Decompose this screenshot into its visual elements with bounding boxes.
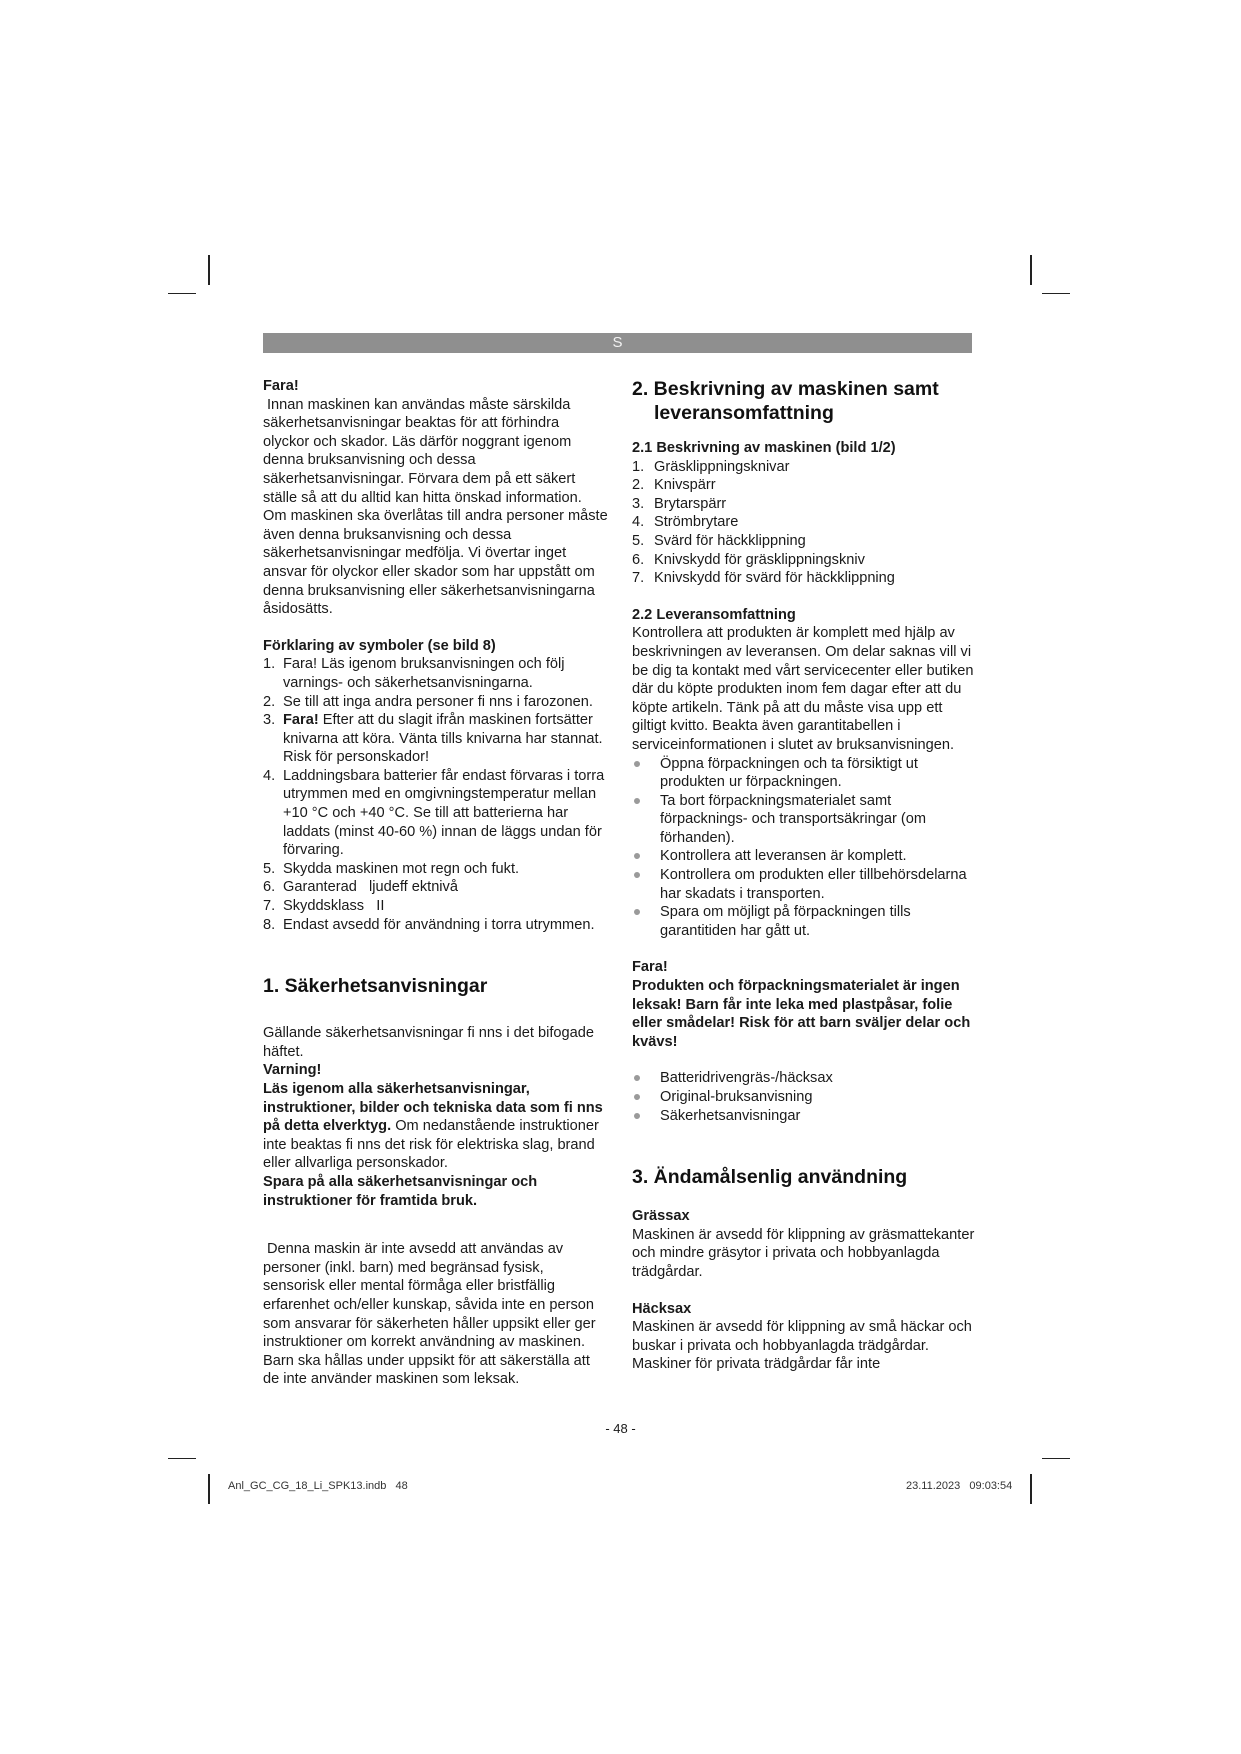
- danger-title-2: Fara!: [632, 959, 668, 976]
- section-1-heading: 1. Säkerhetsanvisningar: [263, 975, 488, 998]
- list-item: 1. Fara! Läs igenom bruksanvisningen och följ varnings- och säkerhetsanvisningarna.: [263, 656, 565, 691]
- list-item: 3. Fara! Efter att du slagit ifrån maskinen fortsätter knivarna att köra. Vänta tills knivarna har stannat. Risk för personskador!: [263, 712, 603, 766]
- list-item: Batteridrivengräs-/häcksax: [632, 1069, 977, 1088]
- bullet-icon: [634, 1075, 640, 1081]
- list-item: 2. Knivspärr: [632, 477, 716, 494]
- danger-text-2: Produkten och förpackningsmaterialet är ingen leksak! Barn får inte leka med plastpåsar, folie eller smådelar! Risk för att barn sväljer delar och kvävs!: [632, 978, 971, 1050]
- list-item: 6. Garanterad ljudeff ektnivå: [263, 879, 458, 896]
- list-item: 2. Se till att inga andra personer fi nns i farozonen.: [263, 693, 593, 710]
- danger-text: Innan maskinen kan användas måste särskilda säkerhetsanvisningar beaktas för att förhindra olyckor och skador. Läs därför noggrant igenom denna bruksanvisning och dessa säkerhetsanvisningar. Förvara dem på ett säkert ställe så att du alltid kan hitta önskad information. Om maskinen ska överlåtas till andra personer måste även denna bruksanvisning och dessa säkerhetsanvisningar medfölja. Vi övertar inget ansvar för olyckor eller skador som har uppstått om denna bruksanvisning eller säkerhetsanvisningarna åsidosätts.: [263, 396, 608, 618]
- list-item: 3. Brytarspärr: [632, 495, 727, 512]
- warning-title: Varning!: [263, 1062, 322, 1079]
- bullet-icon: [634, 761, 640, 767]
- bullet-icon: [634, 1094, 640, 1100]
- list-item: Öppna förpackningen och ta försiktigt ut produkten ur förpackningen.: [632, 755, 977, 792]
- bullet-icon: [634, 872, 640, 878]
- crop-mark: [1030, 255, 1032, 285]
- language-tab-bar: [263, 333, 972, 353]
- file-info: Anl_GC_CG_18_Li_SPK13.indb 48: [228, 1480, 408, 1492]
- print-timestamp: 23.11.2023 09:03:54: [906, 1480, 1013, 1492]
- symbols-title: Förklaring av symboler (se bild 8): [263, 637, 496, 654]
- hedge-title: Häcksax: [632, 1300, 692, 1317]
- warning-text: Läs igenom alla säkerhetsanvisningar, instruktioner, bilder och tekniska data som fi nns på detta elverktyg. Om nedanstående instruktioner inte beaktas fi nns det risk för elektriska slag, brand eller allvarliga personskador.: [263, 1081, 603, 1172]
- list-item: Kontrollera om produkten eller tillbehörsdelarna har skadats i transporten.: [632, 866, 977, 903]
- danger-title: Fara!: [263, 378, 299, 394]
- list-item: 6. Knivskydd för gräsklippningskniv: [632, 551, 865, 568]
- list-item: Original-bruksanvisning: [632, 1088, 977, 1107]
- symbols-list: [263, 655, 609, 934]
- list-item: Kontrollera att leveransen är komplett.: [632, 847, 977, 866]
- list-item: 7. Knivskydd för svärd för häckklippning: [632, 570, 895, 587]
- crop-mark: [1030, 1474, 1032, 1504]
- list-item: 5. Skydda maskinen mot regn och fukt.: [263, 860, 520, 877]
- bullet-icon: [634, 798, 640, 804]
- crop-mark: [208, 255, 210, 285]
- section-2-heading: 2. Beskrivning av maskinen samt leveransomfattning: [632, 378, 939, 424]
- section-3-heading: 3. Ändamålsenlig användning: [632, 1166, 908, 1189]
- left-column: [263, 377, 609, 1389]
- crop-mark: [168, 1458, 196, 1459]
- keep-instructions-text: Spara på alla säkerhetsanvisningar och instruktioner för framtida bruk.: [263, 1173, 538, 1209]
- grass-text: Maskinen är avsedd för klippning av gräsmattekanter och mindre gräsytor i privata och hobbyanlagda trädgårdar.: [632, 1226, 975, 1280]
- section-1-intro: Gällande säkerhetsanvisningar fi nns i det bifogade häftet.: [263, 1025, 595, 1060]
- list-item: Spara om möjligt på förpackningen tills garantitiden har gått ut.: [632, 903, 977, 940]
- list-item: 4. Strömbrytare: [632, 514, 739, 531]
- hedge-text: Maskinen är avsedd för klippning av små häckar och buskar i privata och hobbyanlagda trädgårdar. Maskiner för privata trädgårdar får inte: [632, 1319, 972, 1373]
- grass-title: Grässax: [632, 1208, 690, 1225]
- right-column: [632, 377, 977, 1374]
- bullet-icon: [634, 853, 640, 859]
- list-item: 4. Laddningsbara batterier får endast förvaras i torra utrymmen med en omgivningstemperatur mellan +10 °C och +40 °C. Se till att batterierna har laddats (minst 40-60 %) innan de läggs undan för förvaring.: [263, 767, 605, 859]
- parts-list: [632, 458, 977, 588]
- list-item: 7. Skyddsklass II: [263, 898, 385, 915]
- language-tab-label: S: [612, 334, 623, 351]
- crop-mark: [168, 293, 196, 294]
- list-item: 8. Endast avsedd för användning i torra utrymmen.: [263, 916, 595, 933]
- list-item: Ta bort förpackningsmaterialet samt förpacknings- och transportsäkringar (om förhanden).: [632, 792, 977, 848]
- subsection-2-1-title: 2.1 Beskrivning av maskinen (bild 1/2): [632, 440, 896, 456]
- children-safety-text: Denna maskin är inte avsedd att användas av personer (inkl. barn) med begränsad fysisk, sensorisk eller mental förmåga eller bristfällig erfarenhet och/eller kunskap, såvida inte en person som ansvarar för säkerheten håller uppsikt eller ger instruktioner om korrekt användning av maskinen. Barn ska hållas under uppsikt för att säkerställa att de inte använder maskinen som leksak.: [263, 1241, 596, 1388]
- bullet-icon: [634, 1113, 640, 1119]
- crop-mark: [1042, 1458, 1070, 1459]
- list-item: Säkerhetsanvisningar: [632, 1107, 977, 1126]
- list-item: 5. Svärd för häckklippning: [632, 532, 806, 549]
- bullet-icon: [634, 909, 640, 915]
- crop-mark: [1042, 293, 1070, 294]
- delivery-steps-list: [632, 755, 977, 941]
- crop-mark: [208, 1474, 210, 1504]
- contents-list: [632, 1069, 977, 1125]
- subsection-2-2-title: 2.2 Leveransomfattning: [632, 606, 796, 623]
- page-number: - 48 -: [605, 1421, 636, 1436]
- delivery-text: Kontrollera att produkten är komplett med hjälp av beskrivningen av leveransen. Om delar saknas vill vi be dig ta kontakt med vårt servicecenter eller butiken där du köpte produkten inom fem dagar efter att du köpte artikeln. Tänk på att du måste visa upp ett giltigt kvitto. Beakta även garantitabellen i serviceinformationen i slutet av bruksanvisningen.: [632, 625, 974, 753]
- list-item: 1. Gräsklippningsknivar: [632, 458, 790, 475]
